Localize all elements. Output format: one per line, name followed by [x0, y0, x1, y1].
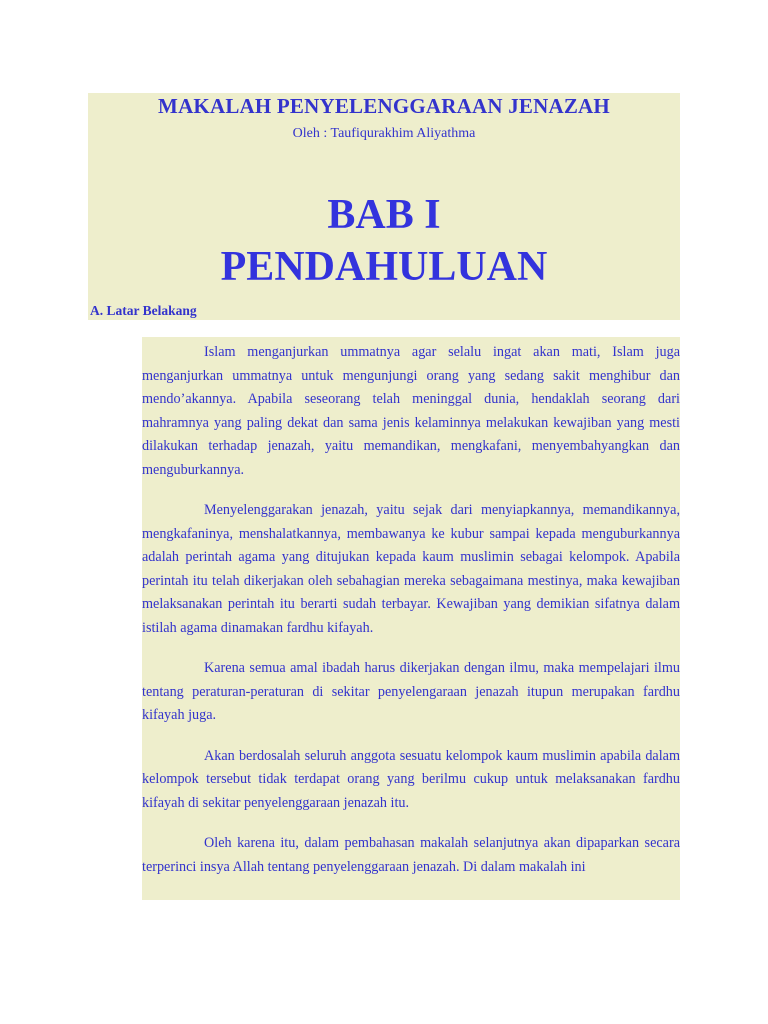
section-heading: A. Latar Belakang — [90, 303, 197, 318]
chapter-heading — [88, 189, 680, 293]
paragraph: Akan berdosalah seluruh anggota sesuatu kelompok kaum muslimin apabila dalam kelompok tersebut tidak terdapat orang yang berilmu cukup untuk melaksanakan fardhu kifayah di sekitar penyelenggaraan jenazah itu. — [142, 747, 680, 811]
title-block — [88, 93, 680, 320]
paragraph: Menyelenggarakan jenazah, yaitu sejak dari menyiapkannya, memandikannya, mengkafaninya, menshalatkannya, membawanya ke kubur sampai kepada menguburkannya adalah perintah agama yang ditujukan kepada kaum muslimin sebagai kelompok. Apabila perintah itu telah dikerjakan oleh sebahagian mereka sebagaimana mestinya, maka kewajiban melaksanakan perintah itu berarti sudah terbayar. Kewajiban yang demikian sifatnya dalam istilah agama dinamakan fardhu kifayah. — [142, 502, 680, 636]
document-title: MAKALAH PENYELENGGARAAN JENAZAH — [158, 94, 610, 118]
chapter-number: BAB I — [327, 192, 441, 238]
body-text-block — [142, 337, 680, 900]
author-line: Oleh : Taufiqurakhim Aliyathma — [292, 126, 476, 141]
chapter-name: PENDAHULUAN — [220, 244, 548, 290]
paragraph: Islam menganjurkan ummatnya agar selalu ingat akan mati, Islam juga menganjurkan ummatnya untuk mengunjungi orang yang sedang sakit menghibur dan mendo’akannya. Apabila seseorang telah meninggal dunia, hendaklah seorang dari mahramnya yang paling dekat dan sama jenis kelaminnya melakukan kewajiban yang mesti dilakukan terhadap jenazah, yaitu memandikan, mengkafani, menyembahyangkan dan menguburkannya. — [142, 344, 680, 478]
paragraph: Oleh karena itu, dalam pembahasan makalah selanjutnya akan dipaparkan secara terperinci insya Allah tentang penyelenggaraan jenazah. Di dalam makalah ini — [142, 835, 680, 875]
paragraph: Karena semua amal ibadah harus dikerjakan dengan ilmu, maka mempelajari ilmu tentang peraturan-peraturan di sekitar penyelengaraan jenazah itupun merupakan fardhu kifayah juga. — [142, 660, 680, 723]
